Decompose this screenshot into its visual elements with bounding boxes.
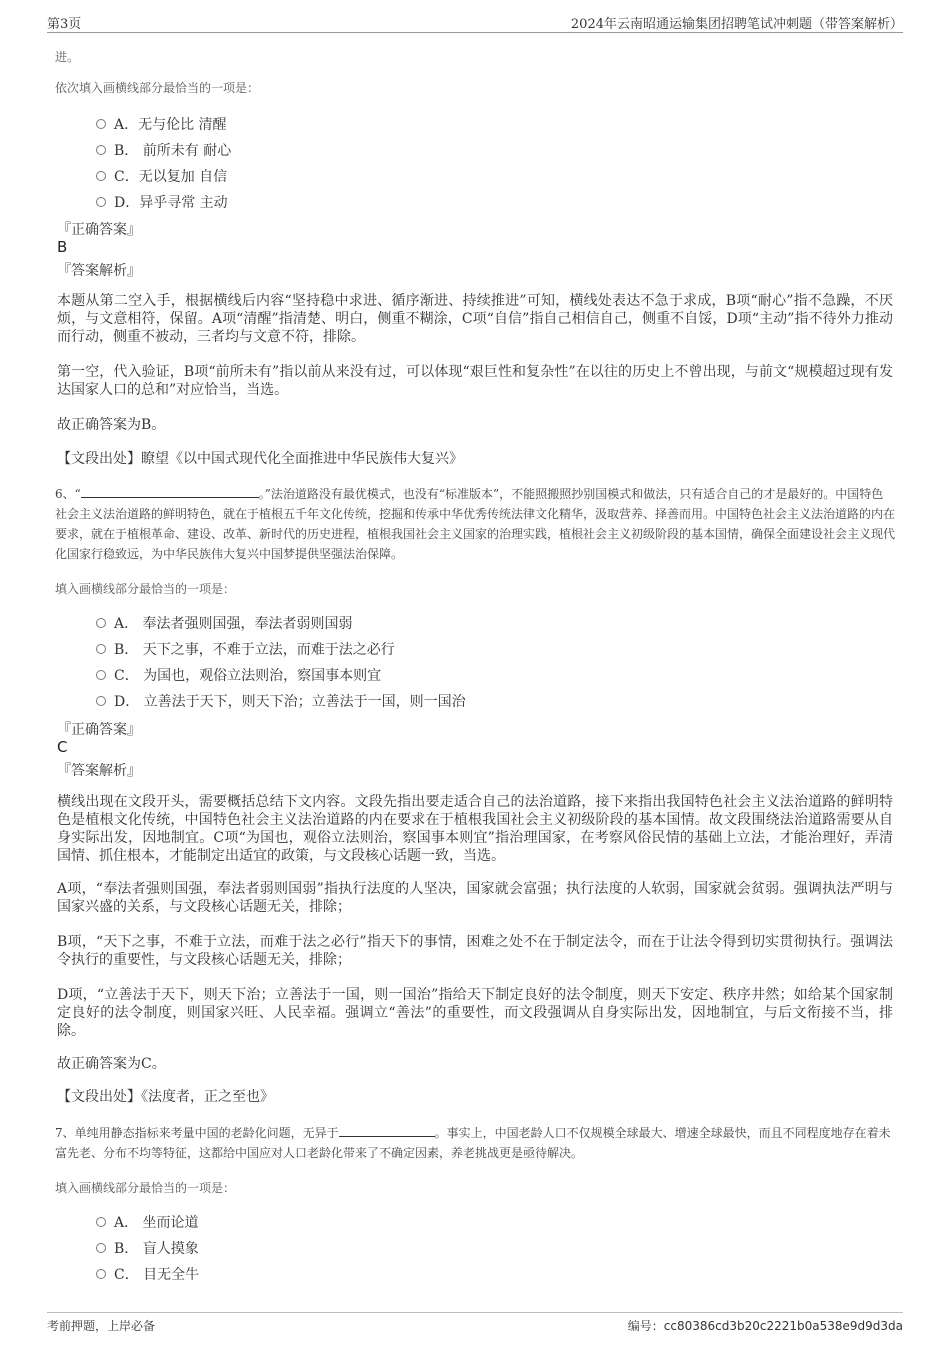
question-6-instruction: 填入画横线部分最恰当的一项是： bbox=[55, 582, 236, 596]
radio-icon[interactable] bbox=[96, 644, 106, 654]
option-b[interactable]: B． 前所未有 耐心 bbox=[96, 140, 231, 160]
analysis-label: 『答案解析』 bbox=[57, 263, 141, 279]
prev-instruction: 依次填入画横线部分最恰当的一项是： bbox=[55, 81, 260, 95]
option-a[interactable]: A． 坐而论道 bbox=[96, 1212, 199, 1232]
page-number: 第3页 bbox=[47, 17, 82, 32]
page-footer bbox=[47, 1312, 903, 1337]
radio-icon[interactable] bbox=[96, 1269, 106, 1279]
fill-blank bbox=[81, 485, 259, 498]
option-d[interactable]: D．异乎寻常 主动 bbox=[96, 192, 228, 212]
answer-value: B bbox=[57, 238, 68, 256]
analysis-conclusion: 故正确答案为C。 bbox=[57, 1056, 166, 1072]
analysis-paragraph: B项，“天下之事，不难于立法，而难于法之必行”指天下的事情，困难之处不在于制定法令，而在于让法令得到切实贯彻执行。强调法令执行的重要性，与文段核心话题无关，排除； bbox=[57, 934, 893, 968]
radio-icon[interactable] bbox=[96, 171, 106, 181]
option-a[interactable]: A．无与伦比 清醒 bbox=[96, 114, 227, 134]
fill-blank bbox=[339, 1124, 435, 1137]
answer-label: 『正确答案』 bbox=[57, 222, 141, 238]
option-c[interactable]: C． 目无全牛 bbox=[96, 1264, 199, 1284]
analysis-paragraph: 横线出现在文段开头，需要概括总结下文内容。文段先指出要走适合自己的法治道路，接下来指出我国特色社会主义法治道路的鲜明特色是植根文化传统，中国特色社会主义法治道路的内在要求在于植根我国社会主义初级阶段的基本国情。故文段围绕法治道路需要从自身实际出发，因地制宜。C项“为国也，观俗立法则治，察国事本则宜”指治理国家，在考察风俗民情的基础上立法，才能治理好，弄清国情、抓住根本，才能制定出适宜的政策，与文段核心话题一致，当选。 bbox=[57, 794, 893, 864]
radio-icon[interactable] bbox=[96, 119, 106, 129]
radio-icon[interactable] bbox=[96, 197, 106, 207]
analysis-paragraph: 第一空，代入验证，B项“前所未有”指以前从来没有过，可以体现“艰巨性和复杂性”在以往的历史上不曾出现，与前文“规模超过现有发达国家人口的总和”对应恰当，当选。 bbox=[57, 364, 893, 398]
page-header bbox=[47, 10, 903, 33]
radio-icon[interactable] bbox=[96, 1217, 106, 1227]
option-a[interactable]: A． 奉法者强则国强，奉法者弱则国弱 bbox=[96, 613, 353, 633]
radio-icon[interactable] bbox=[96, 670, 106, 680]
option-d[interactable]: D． 立善法于天下，则天下治；立善法于一国，则一国治 bbox=[96, 691, 466, 711]
option-b[interactable]: B． 盲人摸象 bbox=[96, 1238, 199, 1258]
option-c[interactable]: C．无以复加 自信 bbox=[96, 166, 227, 186]
radio-icon[interactable] bbox=[96, 618, 106, 628]
source-citation: 【文段出处】《法度者，正之至也》 bbox=[57, 1089, 274, 1105]
answer-value: C bbox=[57, 738, 68, 756]
footer-slogan: 考前押题，上岸必备 bbox=[47, 1319, 156, 1333]
question-7-stem: 7、单纯用静态指标来考量中国的老龄化问题，无异于 。事实上，中国老龄人口不仅规模全球最大、增速全球最快，而且不同程度地存在着未富先老、分布不均等特征，这都给中国应对人口老龄化带来了不确定因素，养老挑战更是亟待解决。 bbox=[55, 1126, 891, 1160]
option-b[interactable]: B． 天下之事，不难于立法，而难于法之必行 bbox=[96, 639, 395, 659]
analysis-paragraph: 本题从第二空入手，根据横线后内容“坚持稳中求进、循序渐进、持续推进”可知，横线处表达不急于求成，B项“耐心”指不急躁，不厌烦，与文意相符，保留。A项“清醒”指清楚、明白，侧重不糊涂，C项“自信”指自己相信自己，侧重不自馁，D项“主动”指不待外力推动而行动，侧重不被动，三者均与文意不符，排除。 bbox=[57, 293, 893, 345]
radio-icon[interactable] bbox=[96, 1243, 106, 1253]
radio-icon[interactable] bbox=[96, 696, 106, 706]
question-6-stem: 6、“ 。”法治道路没有最优模式，也没有“标准版本”，不能照搬照抄别国模式和做法，只有适合自己的才是最好的。中国特色社会主义法治道路的鲜明特色，就在于植根五千年文化传统，挖掘和传承中华优秀传统法律文化精华，汲取营养、择善而用。中国特色社会主义法治道路的内在要求，就在于植根革命、建设、改革、新时代的历史进程，植根我国社会主义国家的治理实践，植根社会主义初级阶段的基本国情，确保全面建设社会主义现代化国家行稳致远，为中华民族伟大复兴中国梦提供坚强法治保障。 bbox=[55, 487, 896, 561]
document-title: 2024年云南昭通运输集团招聘笔试冲刺题（带答案解析） bbox=[570, 17, 903, 32]
option-c[interactable]: C． 为国也，观俗立法则治，察国事本则宜 bbox=[96, 665, 381, 685]
radio-icon[interactable] bbox=[96, 145, 106, 155]
answer-label: 『正确答案』 bbox=[57, 722, 141, 738]
document-code: 编号：cc80386cd3b20c2221b0a538e9d9d3da bbox=[627, 1319, 903, 1333]
analysis-label: 『答案解析』 bbox=[57, 763, 141, 779]
source-citation: 【文段出处】瞭望《以中国式现代化全面推进中华民族伟大复兴》 bbox=[57, 451, 463, 467]
analysis-conclusion: 故正确答案为B。 bbox=[57, 417, 166, 433]
prev-stem-tail: 进。 bbox=[55, 50, 80, 64]
analysis-paragraph: D项，“立善法于天下，则天下治；立善法于一国，则一国治”指给天下制定良好的法令制度，则天下安定、秩序井然；如给某个国家制定良好的法令制度，则国家兴旺、人民幸福。强调立“善法”的重要性，而文段强调从自身实际出发，因地制宜，与后文衔接不当，排除。 bbox=[57, 987, 893, 1039]
analysis-paragraph: A项，“奉法者强则国强，奉法者弱则国弱”指执行法度的人坚决，国家就会富强；执行法度的人软弱，国家就会贫弱。强调执法严明与国家兴盛的关系，与文段核心话题无关，排除； bbox=[57, 881, 893, 915]
question-7-instruction: 填入画横线部分最恰当的一项是： bbox=[55, 1181, 236, 1195]
